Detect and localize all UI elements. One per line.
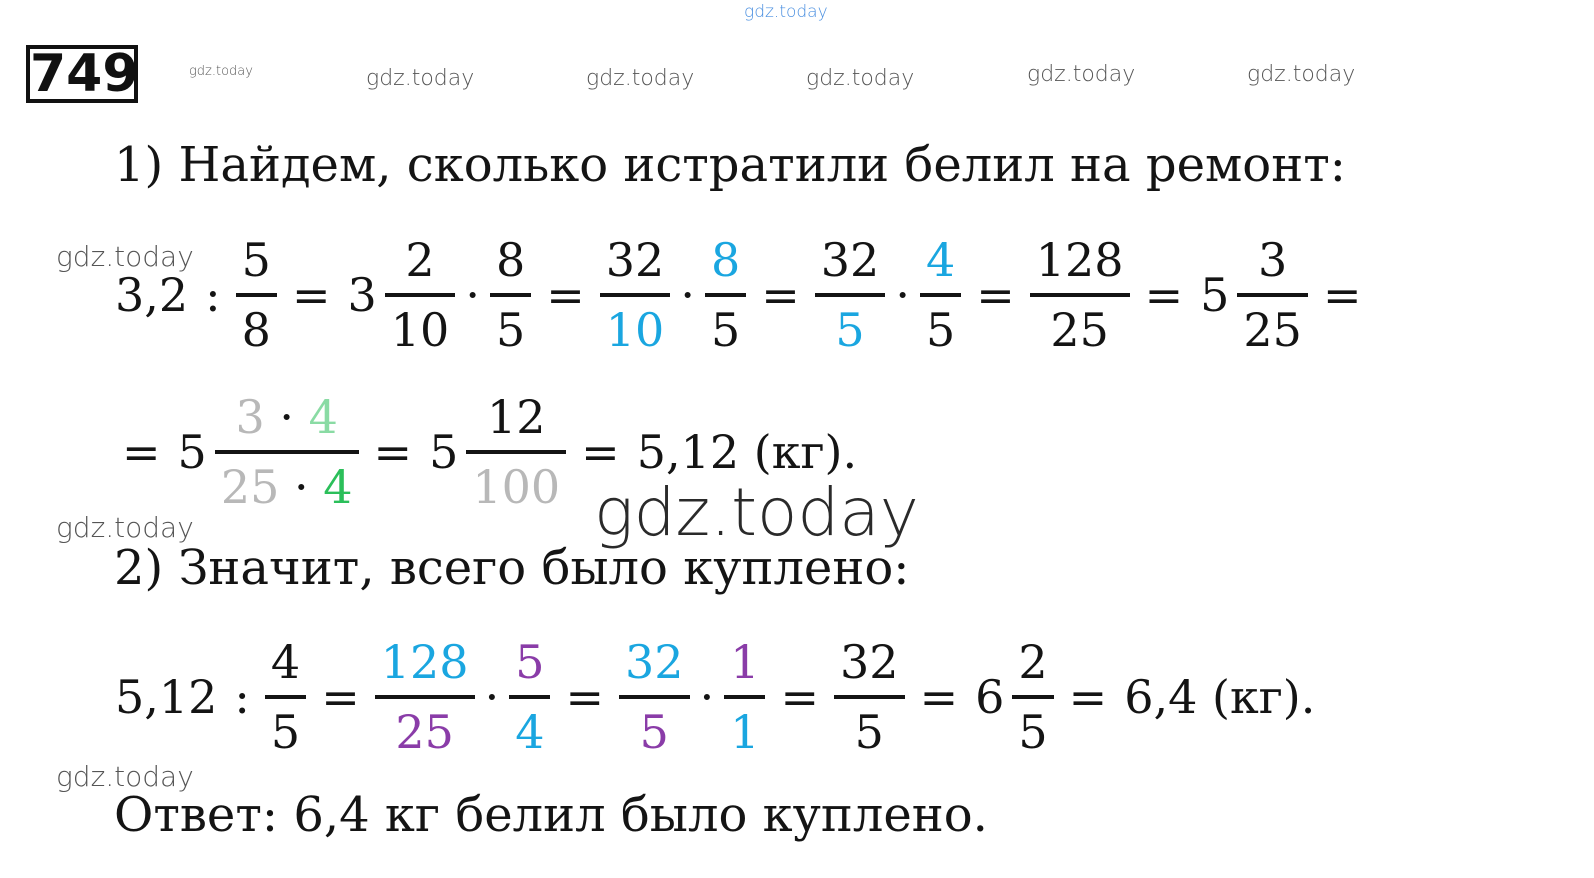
- equals-sign: =: [565, 670, 605, 724]
- watermark: gdz.today: [56, 760, 194, 793]
- fraction: $\frac{128}{25}$: [1030, 237, 1130, 353]
- equals-sign: =: [291, 268, 331, 322]
- fraction: $\frac{32}{10}$: [600, 237, 671, 353]
- watermark: gdz.today: [56, 511, 194, 544]
- watermark: gdz.today: [56, 240, 194, 273]
- mixed-whole: 6: [975, 670, 1005, 724]
- fraction: $\frac{2}{5}$: [1012, 639, 1053, 755]
- fraction: $\frac{5}{8}$: [236, 237, 277, 353]
- mixed-whole: 5: [1200, 268, 1230, 322]
- equals-sign: =: [1322, 268, 1362, 322]
- equals-sign: =: [373, 425, 413, 479]
- multiply-sign: ·: [680, 268, 695, 322]
- equals-sign: =: [1068, 670, 1108, 724]
- fraction: $\frac{32}{5}$: [815, 237, 886, 353]
- multiply-sign: ·: [699, 670, 715, 724]
- watermark-top: gdz.today: [744, 2, 828, 22]
- equals-sign: =: [761, 268, 800, 322]
- fraction: $\frac{128}{25}$: [375, 639, 475, 755]
- fraction: $\frac{32}{5}$: [834, 639, 905, 755]
- multiply-sign: ·: [895, 268, 910, 322]
- equals-sign: =: [780, 670, 820, 724]
- mixed-whole: 5: [177, 425, 207, 479]
- fraction: $\frac{4}{5}$: [265, 639, 306, 755]
- mixed-whole: 3: [347, 268, 377, 322]
- fraction: $\frac{3}{25}$: [1237, 237, 1308, 353]
- dividend: 3,2: [115, 268, 189, 322]
- watermark: gdz.today: [1247, 62, 1356, 87]
- watermark: gdz.today: [806, 66, 915, 91]
- watermark: gdz.today: [366, 66, 475, 91]
- fraction: $\frac{1}{1}$: [724, 639, 765, 755]
- step2-equation: [110, 632, 1320, 762]
- watermark: gdz.today: [189, 64, 253, 79]
- fraction: $\frac{3 \cdot 4}{25 \cdot 4}$: [215, 394, 359, 510]
- watermark-large: gdz.today: [594, 474, 919, 551]
- equals-sign: =: [581, 425, 620, 479]
- watermark: gdz.today: [586, 66, 695, 91]
- result-value: 5,12 (кг).: [636, 425, 858, 479]
- fraction: $\frac{12}{100}$: [466, 394, 566, 510]
- multiply-sign: ·: [465, 268, 480, 322]
- equals-sign: =: [976, 268, 1015, 322]
- colon-sign: :: [234, 670, 250, 724]
- answer-line: Ответ: 6,4 кг белил было куплено.: [114, 787, 988, 843]
- equals-sign: =: [919, 670, 959, 724]
- equals-sign: =: [122, 425, 161, 479]
- colon-sign: :: [205, 268, 221, 322]
- fraction: $\frac{2}{10}$: [385, 237, 456, 353]
- result-value: 6,4 (кг).: [1124, 670, 1316, 724]
- multiply-sign: ·: [484, 670, 500, 724]
- watermark: gdz.today: [1027, 62, 1136, 87]
- mixed-whole: 5: [429, 425, 459, 479]
- dividend: 5,12: [115, 670, 218, 724]
- fraction: $\frac{8}{5}$: [705, 237, 746, 353]
- equals-sign: =: [321, 670, 360, 724]
- step1-heading: 1) Найдем, сколько истратили белил на ремонт:: [114, 137, 1346, 193]
- step1-equation-line1: [110, 230, 1374, 360]
- equals-sign: =: [546, 268, 585, 322]
- fraction: $\frac{5}{4}$: [509, 639, 550, 755]
- fraction: $\frac{32}{5}$: [619, 639, 690, 755]
- equals-sign: =: [1144, 268, 1184, 322]
- fraction: $\frac{8}{5}$: [490, 237, 531, 353]
- problem-number: 749: [26, 45, 138, 103]
- fraction: $\frac{4}{5}$: [920, 237, 961, 353]
- step2-heading: 2) Значит, всего было куплено:: [114, 540, 910, 596]
